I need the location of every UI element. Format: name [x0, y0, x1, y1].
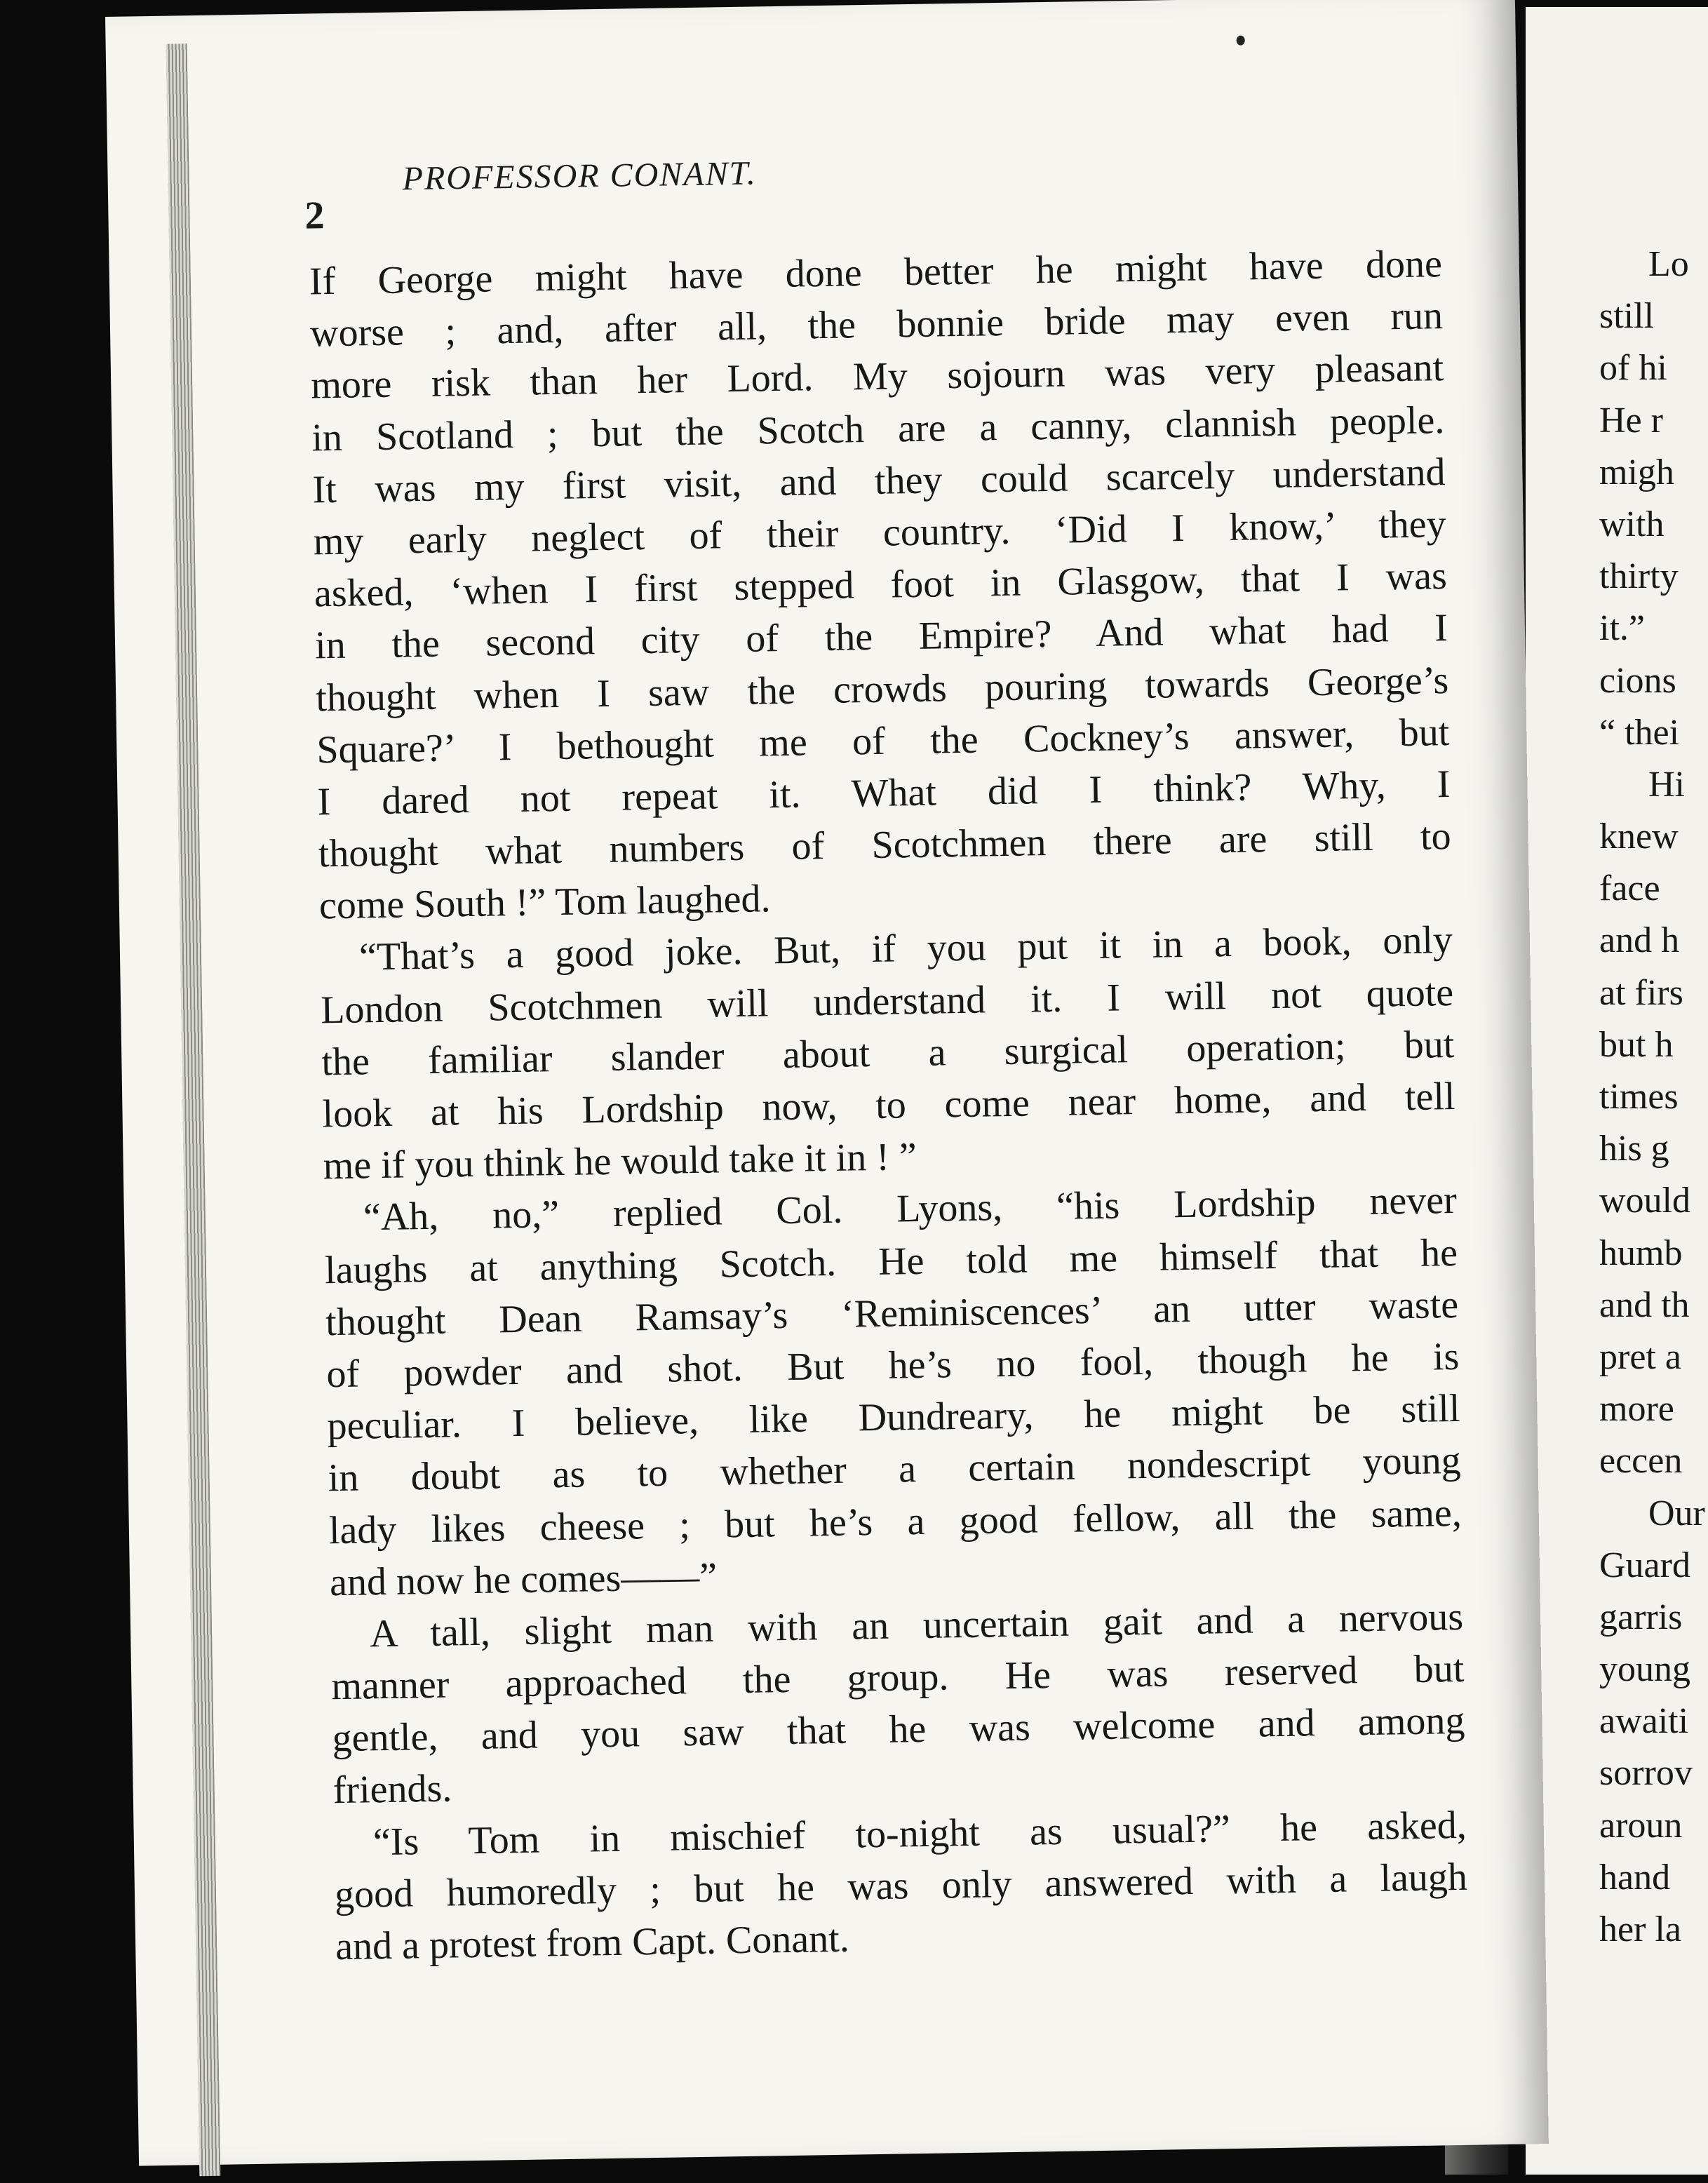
text-line: I dared not repeat it. What did I think? Why, I [317, 762, 1451, 824]
right-page-line: Our [1648, 1493, 1705, 1533]
page-edges [166, 43, 221, 2176]
page-number: 2 [304, 194, 325, 238]
text-line: If George might have done better he might have done [309, 242, 1443, 304]
text-line: the familiar slander about a surgical operation; but [321, 1022, 1455, 1084]
right-page-line: and h [1599, 920, 1680, 961]
right-page-line: humb [1599, 1232, 1683, 1273]
text-line: manner approached the group. He was reserved but [330, 1646, 1465, 1709]
text-line: thought when I saw the crowds pouring towards George’s [315, 658, 1449, 720]
text-line: “Is Tom in mischief to-night as usual?” he asked, [372, 1803, 1467, 1864]
right-page-line: still [1599, 296, 1655, 337]
text-line: A tall, slight man with an uncertain gait and a nervous [369, 1594, 1464, 1656]
right-page-line: “ thei [1599, 712, 1680, 753]
text-line: my early neglect of their country. ‘Did I know,’ they [313, 502, 1447, 564]
text-line: gentle, and you saw that he was welcome and among [332, 1699, 1465, 1761]
right-page-line: it.” [1599, 608, 1645, 649]
right-page-line: but h [1599, 1024, 1674, 1065]
right-page-line: with [1599, 504, 1665, 544]
text-line: London Scotchmen will understand it. I will not quote [320, 970, 1454, 1032]
text-line: worse ; and, after all, the bonnie bride may even run [309, 294, 1444, 356]
text-line: Square?’ I bethought me of the Cockney’s answer, but [316, 710, 1450, 772]
text-line: peculiar. I believe, like Dundreary, he might be still [327, 1387, 1460, 1449]
right-page-line: would [1599, 1181, 1690, 1221]
left-page [105, 0, 1549, 2166]
right-page-line: at firs [1599, 972, 1683, 1013]
text-line: “That’s a good joke. But, if you put it in a book, only [358, 918, 1453, 979]
right-page-line: aroun [1599, 1805, 1683, 1846]
right-page-line: of hi [1599, 348, 1667, 389]
right-page-line: pret a [1599, 1336, 1681, 1377]
right-page-line: garris [1599, 1597, 1683, 1637]
right-page-line: cions [1599, 660, 1676, 701]
right-page-line: knew [1599, 817, 1679, 857]
right-page-line: times [1599, 1077, 1679, 1117]
left-page-text [309, 238, 1468, 1973]
text-line: and now he comes——” [329, 1554, 718, 1604]
right-page-line: thirty [1599, 556, 1679, 597]
text-line: and a protest from Capt. Conant. [335, 1916, 850, 1969]
right-page-line: her la [1599, 1909, 1681, 1949]
text-line: in doubt as to whether a certain nondescript young [328, 1439, 1462, 1500]
text-line: asked, ‘when I first stepped foot in Glasgow, that I was [314, 554, 1448, 616]
right-page-line: Guard [1599, 1545, 1690, 1585]
right-page-line: awaiti [1599, 1701, 1689, 1742]
text-line: thought what numbers of Scotchmen there are still to [318, 814, 1452, 876]
right-page-line: young [1599, 1649, 1690, 1690]
right-page-line: hand [1599, 1857, 1671, 1897]
text-line: laughs at anything Scotch. He told me himself that he [324, 1230, 1458, 1292]
text-line: more risk than her Lord. My sojourn was very pleasant [310, 346, 1444, 408]
text-line: “Ah, no,” replied Col. Lyons, “his Lordship never [363, 1178, 1458, 1240]
running-head: PROFESSOR CONANT. [402, 154, 758, 198]
dust-speck [1237, 35, 1245, 45]
right-page-line: He r [1599, 400, 1663, 441]
right-page-line: migh [1599, 452, 1674, 492]
text-line: It was my first visit, and they could scarcely understand [312, 450, 1446, 512]
text-line: thought Dean Ramsay’s ‘Reminiscences’ an utter waste [325, 1282, 1459, 1345]
right-page-text [1599, 239, 1705, 1956]
text-line: lady likes cheese ; but he’s a good fellow, all the same, [328, 1491, 1462, 1552]
right-page-line: his g [1599, 1129, 1669, 1169]
right-page-line: Lo [1648, 244, 1689, 284]
right-page-line: and th [1599, 1284, 1690, 1325]
text-line: look at his Lordship now, to come near home, and tell [322, 1074, 1455, 1136]
text-line: of powder and shot. But he’s no fool, though he is [325, 1334, 1460, 1397]
right-page-line: face [1599, 868, 1660, 909]
text-line: in the second city of the Empire? And what had I [314, 606, 1448, 668]
right-page-line: Hi [1648, 764, 1685, 805]
text-line: good humoredly ; but he was only answered with a laugh [334, 1855, 1468, 1917]
right-page-line: eccen [1599, 1441, 1683, 1482]
text-line: in Scotland ; but the Scotch are a canny, clannish people. [311, 398, 1445, 460]
right-page-line: sorrov [1599, 1753, 1693, 1794]
right-page-line: more [1599, 1389, 1674, 1430]
text-line: come South !” Tom laughed. [318, 877, 771, 928]
text-line: me if you think he would take it in ! ” [323, 1135, 917, 1188]
text-line: friends. [332, 1766, 452, 1813]
